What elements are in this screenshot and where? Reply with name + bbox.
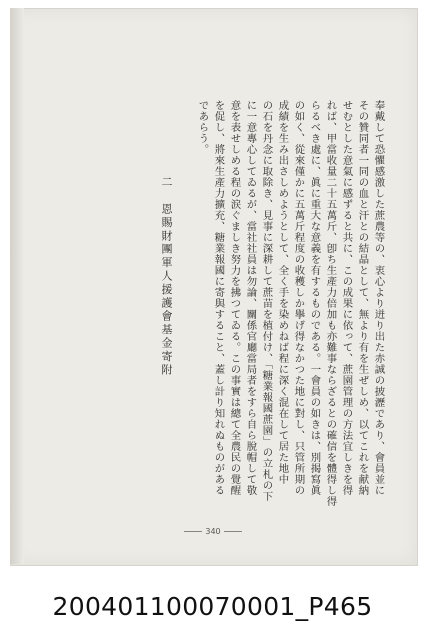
page-number: 340 (175, 527, 251, 536)
image-caption: 200401100070001_P465 (52, 592, 373, 621)
text-column-3: せむとした意氣に感ずると共に、この成果に依って、蔗園管理の方法宜しきを得 (340, 100, 353, 496)
text-column-1: 奉戴して恐懼感激した蔗農等の、衷心より迸り出た赤誠の披瀝であり、會員並に (372, 100, 385, 496)
text-column-7: 成績を生み出さしめようとして、全く手を染めねば程に深く混在して居た地中 (276, 100, 289, 485)
text-column-8: の石を丹念に取除き、見事に深耕して蔗苗を植付け、「糖業報國蔗園」の立札の下 (260, 100, 273, 502)
binding-shadow (10, 8, 24, 564)
text-column-4: れば、甲當收量二十五萬斤、卽ち生產力倍加も亦難事ならざるとの確信を體得し得 (324, 100, 337, 507)
text-column-9: に一意專心してゐるが、當社社員は勿論、關係官廳當局者をすら自ら脫帽して敬 (244, 100, 257, 496)
text-column-2: その贊同者一同の血と汗との結晶として、無より有を生ぜしめ、以てこれを献納 (356, 100, 369, 496)
text-column-11: を促し、將來生產力擴充、糖業報國に寄與すること、蓋し計り知れぬものがある (212, 100, 225, 496)
text-column-10: 意を表せしめる程の涙ぐましき努力を拂つてゐる。この事實は總て全農民の覺醒 (228, 100, 241, 496)
text-column-6: の如く、從來僅かに五萬斤程度の收穫しか擧げ得なかつた地に對し、只管所期の (292, 100, 305, 496)
section-heading: 二 恩賜財團軍人援護會基金寄附 (160, 176, 173, 377)
text-column-12: であらう。 (196, 100, 209, 155)
text-column-5: らるべき處に、眞に重大な意義を有するものである。一會員の如きは、別揭寫眞 (308, 100, 321, 496)
